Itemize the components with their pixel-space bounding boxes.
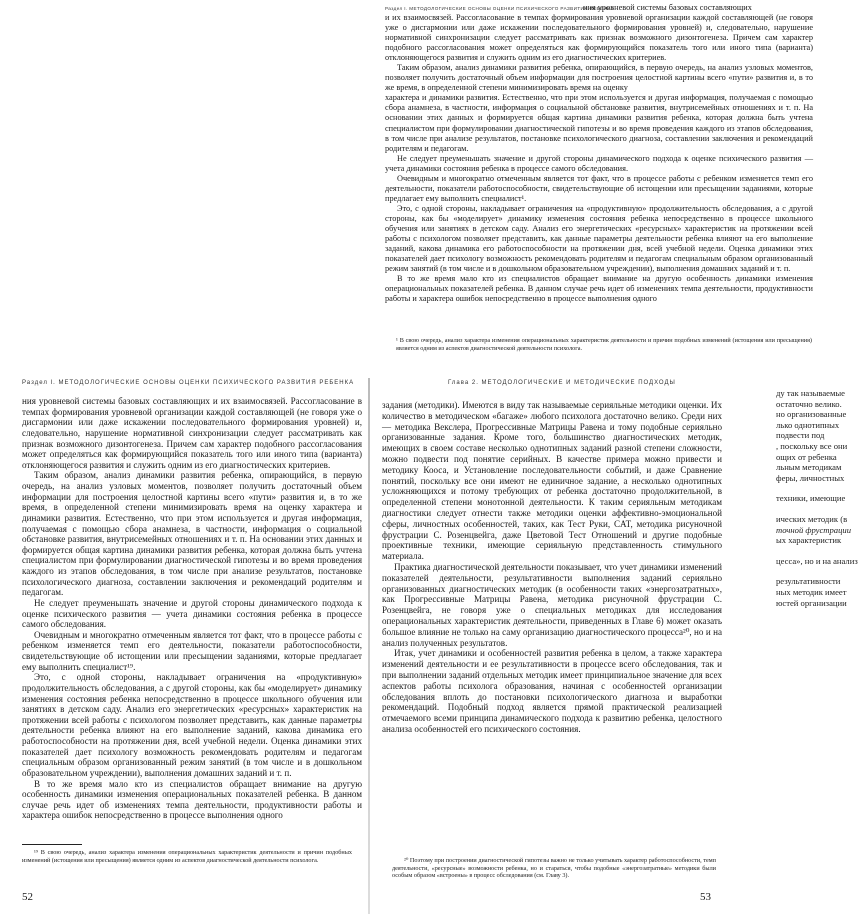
upper-first-line: ния уровневой системы базовых составляющих	[583, 3, 752, 12]
left-paragraph: Очевидным и многократно отмеченным является тот факт, что в процессе работы с ребенком изменяется темп его деятельности, показатели работоспособности, свидетельствующие об истощении или пресыщении заданиями, которые предлагает ему выполнить специалист¹⁹.	[22, 629, 362, 672]
edge-line: ых характеристик	[776, 535, 842, 546]
right-footnote	[392, 857, 716, 885]
upper-page-body	[385, 13, 813, 328]
upper-paragraph: Таким образом, анализ динамики развития ребенка, опирающийся, в первую очередь, на анализ узловых моментов, позволяет получить достаточный объем информации для построения целостной картины всего «пути» развития и, в то же время, в определенной степени минимизировать время на оценку	[385, 63, 813, 93]
edge-line: юстей организации	[776, 597, 847, 608]
left-footnote	[22, 849, 352, 875]
edge-line: ных методик имеет	[776, 586, 847, 597]
upper-paragraph: Не следует преуменьшать значение и другой стороны динамического подхода к оценке психического развития — учета динамики состояния ребенка в процессе самого обследования.	[385, 153, 813, 173]
right-paragraph: Итак, учет динамики и особенностей развития ребенка в целом, а также характера изменений деятельности и ее результативности в процессе всего обследования, так и при выполнении заданий отдельных методик имеет принципиальное значение для всех аспектов работы психолога образования, начиная с особенностей организации обследования вплоть до постановки психологического диагноза и выработки рекомендаций. Подобный подход является прямой практической реализацией отмечаемого всеми принципа динамического подхода к развитию ребенка, целостного анализа особенностей его психического состояния.	[382, 648, 722, 734]
left-page-body	[22, 396, 362, 838]
left-footnote-text: ¹⁹ В свою очередь, анализ характера изменения операциональных характеристик деятельности и причин подобных изменений (истощения или пресыщения) является одним из аспектов диагностической деятельности психолога.	[22, 849, 352, 864]
edge-line	[776, 483, 816, 493]
upper-paragraph: Это, с одной стороны, накладывает ограничения на «продуктивную» продолжительность обследования, а с другой стороны, как бы «моделирует» динамику изменения состояния ребенка непосредственно в процессе школьного обучения или занятиях в детском саду. Анализ его энергетических «ресурсных» характеристик на протяжении всей работы с психологом позволяет представить, как данные параметры деятельности ребенка влияют на его выполнение заданий, какова динамика его работоспособности на протяжении дня, всей учебной недели. Оценка динамики этих показателей дает психологу возможность рекомендовать родителям и педагогам специальным образом организованный режим занятий (в том числе и в дошкольном образовательном учреждении), выполнения домашних заданий и т. п.	[385, 203, 813, 274]
edge-line: но организованные	[776, 409, 847, 420]
left-page-number: 52	[22, 891, 33, 903]
edge-line: остаточно велико.	[776, 398, 842, 409]
edge-line: цесса», но и на анализ	[776, 555, 858, 566]
left-paragraph: Не следует преуменьшать значение и другой стороны динамического подхода к оценке психического развития — учета динамики состояния ребенка в процессе самого обследования.	[22, 597, 362, 630]
left-paragraph: Это, с одной стороны, накладывает ограничения на «продуктивную» продолжительность обследования, а с другой стороны, как бы «моделирует» динамику изменения состояния ребенка непосредственно в процессе школьного обучения или занятиях в детском саду. Анализ его энергетических «ресурсных» характеристик на протяжении всей работы с психологом позволяет представить, как данные параметры деятельности ребенка влияют на его выполнение заданий, какова динамика его работоспособности на протяжении дня, всей учебной недели. Оценка динамики этих показателей дает психологу возможность рекомендовать родителям и педагогам специальным образом организованный режим занятий (в том числе и в дошкольном образовательном учреждении), выполнения домашних заданий и т. п.	[22, 672, 362, 778]
right-paragraph: задания (методики). Имеются в виду так называемые серияльные методики оценки. Их количество в методическом «багаже» любого психолога достаточно велико. Среди них — методика Векслера, Прогрессивные Матрицы Равена и тому подобные серияльно организованные задания. Кроме того, большинство диагностических методик, имеющих в своем составе несколько однотипных заданий разной степени сложности, можно подвести под понятие серийных. В качестве примера можно привести и методику Кооса, и Установление последовательности событий, и даже Сравнение понятий, поскольку все они имеют не единичное задание, а несколько однотипных усложняющихся и потому требующих от ребенка достаточно продолжительной, в определенной степени монотонной деятельности. К таким серияльным методикам диагностики следует отнести также методики оценки аффективно-эмоциональной сферы, личностных особенностей, таких, как Тест Руки, CAT, методика рисуночной фрустрации С. Розенцвейга, даже Цветовой Тест Отношений и другие подобные проективные техники, имеющие серияльную представленность стимульного материала.	[382, 400, 722, 562]
edge-line: ощих от ребенка	[776, 451, 837, 462]
edge-line: лько однотипных	[776, 419, 840, 430]
edge-line: льным методикам	[776, 462, 842, 473]
upper-footnote-text: ¹ В свою очередь, анализ характера изменения операциональных характеристик деятельности и причин подобных изменений (истощения или пресыщения) является одним из аспектов диагностической деятельности психолога.	[396, 337, 812, 352]
edge-line: , поскольку все они	[776, 440, 848, 451]
edge-line	[776, 566, 816, 576]
right-running-head: Глава 2. МЕТОДОЛОГИЧЕСКИЕ И МЕТОДИЧЕСКИЕ ПОДХОДЫ	[448, 380, 676, 386]
edge-line: результативности	[776, 576, 841, 587]
edge-line: ических методик (в	[776, 513, 848, 524]
left-paragraph: В то же время мало кто из специалистов обращает внимание на другую особенность динамики изменения операциональных показателей ребенка. В данном случае речь идет об изменениях темпа деятельности, продуктивности работы и характера ошибок непосредственно в процессе выполнения одного	[22, 778, 362, 821]
upper-paragraph: и их взаимосвязей. Рассогласование в темпах формирования уровневой организации каждой составляющей (не говоря уже о дисгармонии или даже искажении последовательного формирования уровней) и, следовательно, нарушение нормативной синхронизации следует рассматривать как признак возможного дизонтогенеза. Причем сам характер подобного рассогласования может определяться как формирующийся показатель того или иного типа (варианта) отклоняющегося развития и служить одним из его диагностических критериев.	[385, 13, 813, 63]
adjacent-page-edge	[776, 388, 858, 628]
upper-paragraph: характера и динамики развития. Естественно, что при этом используется и другая информация, получаемая с помощью сбора анамнеза, в частности, информация о социальной обстановке развития, внутрисемейных отношениях и т. п. На основании этих данных и формируется общая картина динамики развития ребенка, которая должна быть учтена специалистом при формулировании диагностической гипотезы и во время проведения каждого из этапов обследования, в том числе при анализе результатов, постановке психологического диагноза, составлении заключения и рекомендаций родителям и педагогам.	[385, 93, 813, 153]
upper-paragraph: В то же время мало кто из специалистов обращает внимание на другую особенность динамики изменения операциональных показателей ребенка. В данном случае речь идет об изменениях темпа деятельности, продуктивности работы и характера ошибок непосредственно в процессе выполнения одного	[385, 274, 813, 304]
upper-footnote	[396, 337, 812, 355]
left-footnote-rule	[22, 844, 82, 845]
left-paragraph: ния уровневой системы базовых составляющих и их взаимосвязей. Рассогласование в темпах формирования уровневой организации каждой составляющей (не говоря уже о дисгармонии или даже искажении последовательного формирования уровней) и, следовательно, нарушение нормативной синхронизации следует рассматривать как признак возможного дизонтогенеза. Причем сам характер подобного рассогласования может определяться как формирующийся показатель того или иного типа (варианта) отклоняющегося развития и служить одним из его диагностических критериев.	[22, 396, 362, 470]
edge-line: ду так называемые	[776, 388, 845, 398]
edge-line: точной фрустрации	[776, 524, 851, 535]
edge-line: техники, имеющие	[776, 493, 846, 504]
right-page-body	[382, 400, 722, 780]
edge-line: феры, личностных	[776, 472, 845, 483]
edge-line	[776, 546, 816, 556]
edge-line: подвести под	[776, 430, 825, 441]
right-paragraph: Практика диагностической деятельности показывает, что учет динамики изменений показателей деятельности, результативности выполнения заданий серияльно организованных диагностических методик (в особенности таких «энергозатратных», как Прогрессивные Матрицы Равена, методика рисуночной фрустрации С. Розенцвейга, не говоря уже о специальных методиках для исследования операциональных характеристик деятельности, приведенных в Главе 6) может оказать большое влияние не только на саму организацию диагностического процесса²⁰, но и на анализ полученных результатов.	[382, 561, 722, 648]
left-paragraph: Таким образом, анализ динамики развития ребенка, опирающийся, в первую очередь, на анализ узловых моментов, позволяет получить достаточный объем информации для построения целостной картины всего «пути» развития и, в то же время, в определенной степени минимизировать время на оценку характера и динамики развития. Естественно, что при этом используется и другая информация, получаемая с помощью сбора анамнеза, в частности, информация о социальной обстановке развития, внутрисемейных отношениях и т. п. На основании этих данных и формируется общая картина динамики развития ребенка, которая должна быть учтена специалистом при формулировании диагностической гипотезы и во время проведения каждого из этапов обследования, в том числе при анализе результатов, постановке психологического диагноза, составлении заключения и рекомендаций родителям и педагогам.	[22, 470, 362, 598]
left-running-head: Раздел I. МЕТОДОЛОГИЧЕСКИЕ ОСНОВЫ ОЦЕНКИ ПСИХИЧЕСКОГО РАЗВИТИЯ РЕБЕНКА	[22, 380, 355, 386]
book-gutter	[368, 378, 370, 914]
upper-paragraph: Очевидным и многократно отмеченным является тот факт, что в процессе работы с ребенком изменяется темп его деятельности, показатели работоспособности, свидетельствующие об истощении или пресыщении заданиями, которые предлагает ему выполнить специалист¹.	[385, 173, 813, 203]
upper-running-head: Раздел I. МЕТОДОЛОГИЧЕСКИЕ ОСНОВЫ ОЦЕНКИ ПСИХИЧЕСКОГО РАЗВИТИЯ РЕБЕНКА	[385, 6, 614, 11]
right-footnote-text: ²⁰ Поэтому при построении диагностической гипотезы важно не только учитывать характер работоспособности, темп деятельности, «ресурсные» возможности ребенка, но и стараться, чтобы подобные «энергозатратные» методики были особым образом «встроены» в процесс обследования (см. Главу 3).	[392, 857, 716, 879]
right-page-number: 53	[700, 891, 711, 903]
edge-line	[776, 504, 816, 514]
